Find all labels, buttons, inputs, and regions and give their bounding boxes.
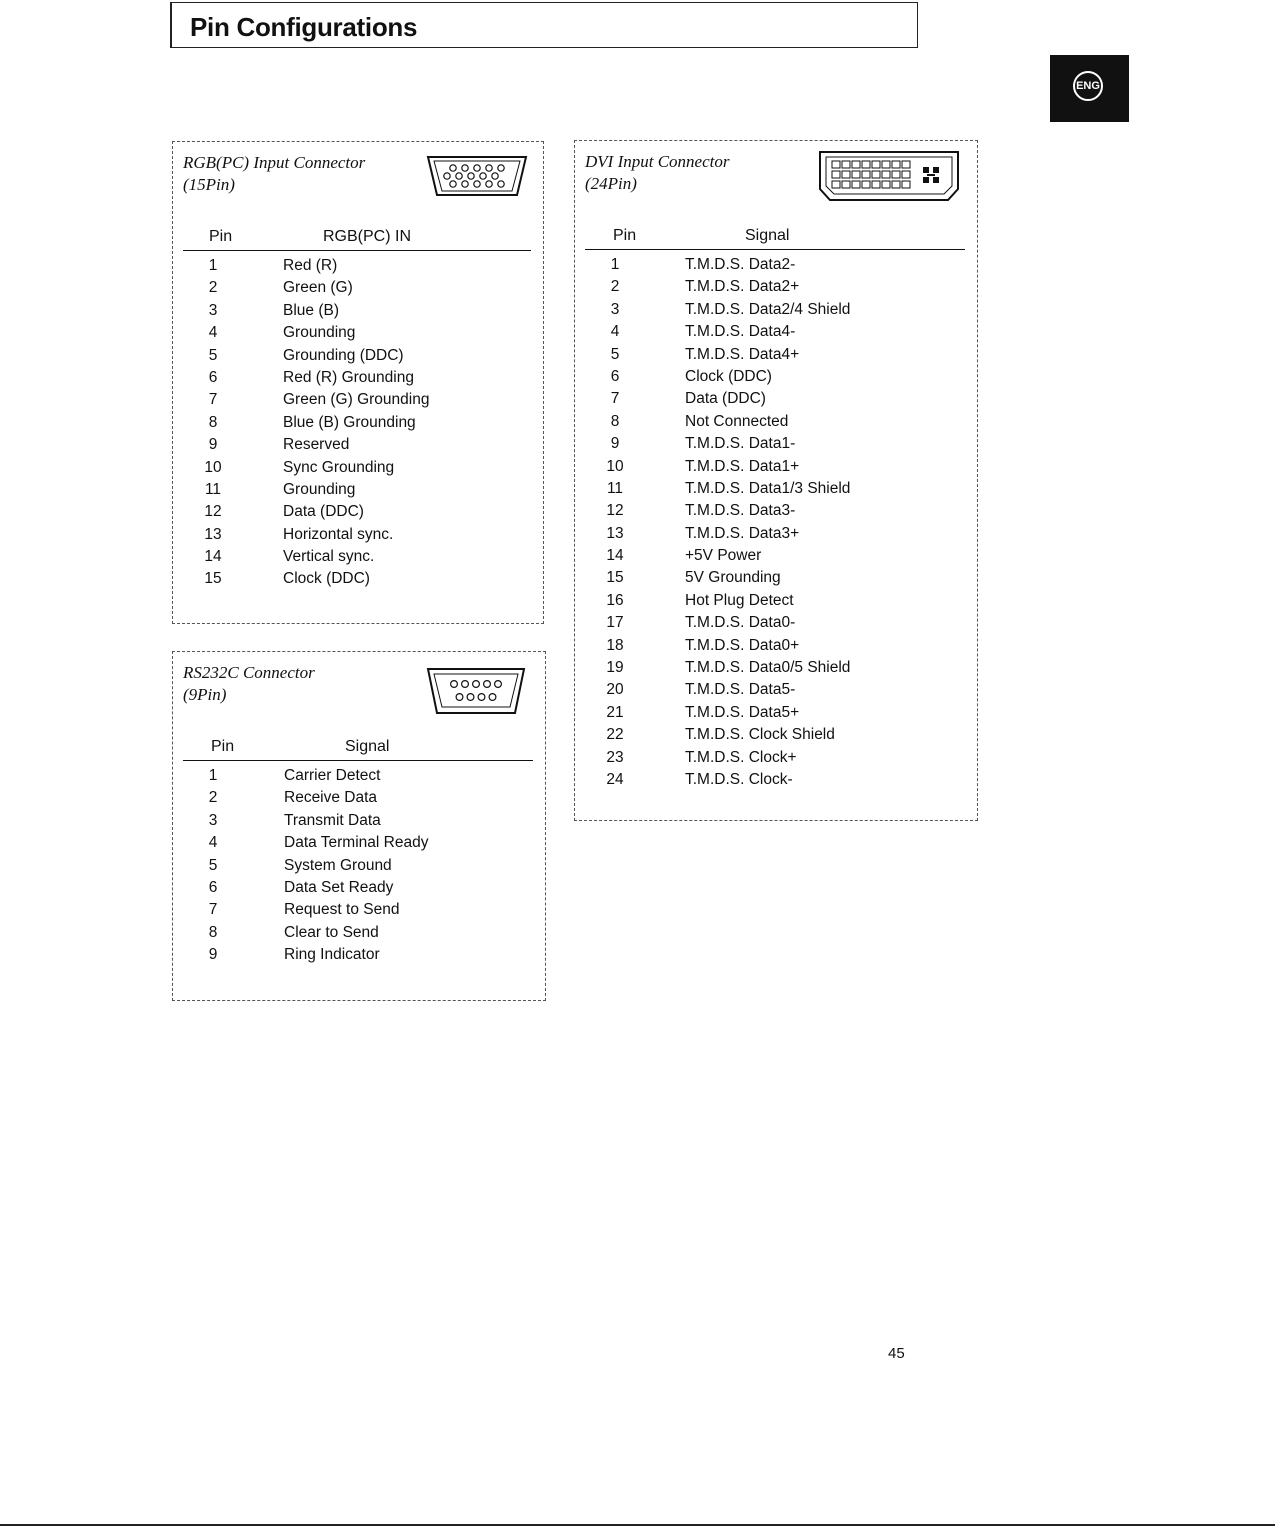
rs232-table-header	[183, 736, 533, 761]
pin-number: 2	[208, 789, 218, 807]
rs232-col-signal: Signal	[345, 738, 390, 755]
pin-number: 4	[208, 834, 218, 852]
pin-number: 15	[606, 569, 624, 587]
pin-number: 14	[204, 548, 222, 566]
pin-signal: T.M.D.S. Clock-	[685, 770, 793, 788]
pin-number: 7	[610, 390, 620, 408]
dvi-title-line1: DVI Input Connector	[585, 152, 730, 171]
pin-signal: +5V Power	[685, 547, 762, 565]
pin-signal: Vertical sync.	[283, 548, 375, 566]
rgb-connector-panel	[172, 141, 544, 624]
pin-number: 9	[610, 435, 620, 453]
pin-signal: T.M.D.S. Data4-	[685, 323, 796, 341]
pin-signal: T.M.D.S. Data0-	[685, 614, 796, 632]
pin-signal: T.M.D.S. Data5-	[685, 681, 796, 699]
pin-number: 3	[610, 300, 620, 318]
pin-number: 2	[610, 278, 620, 296]
pin-signal: Not Connected	[685, 412, 789, 430]
pin-number: 9	[208, 946, 218, 964]
pin-signal: T.M.D.S. Data3+	[685, 524, 800, 542]
pin-number: 5	[208, 346, 218, 364]
page-number: 45	[888, 1345, 905, 1362]
pin-number: 6	[610, 367, 620, 385]
pin-signal: Receive Data	[284, 789, 378, 807]
pin-number: 24	[606, 770, 624, 788]
pin-number: 10	[204, 458, 222, 476]
pin-number: 1	[610, 256, 620, 273]
language-tab	[1050, 55, 1129, 122]
rs232-title-line2: (9Pin)	[183, 685, 227, 704]
pin-signal: Grounding	[283, 324, 356, 342]
bottom-rule	[0, 1524, 1275, 1526]
pin-number: 17	[606, 614, 624, 632]
pin-number: 6	[208, 368, 218, 386]
pin-signal: Carrier Detect	[284, 767, 381, 784]
pin-signal: Request to Send	[284, 901, 400, 919]
pin-signal: T.M.D.S. Data4+	[685, 345, 800, 363]
pin-number: 21	[606, 703, 624, 721]
pin-signal: Reserved	[283, 436, 350, 454]
page-title: Pin Configurations	[190, 12, 418, 42]
pin-signal: T.M.D.S. Data1/3 Shield	[685, 479, 851, 497]
pin-number: 3	[208, 301, 218, 319]
pin-signal: T.M.D.S. Data2/4 Shield	[685, 300, 851, 318]
rgb-title-line2: (15Pin)	[183, 175, 235, 194]
pin-signal: Horizontal sync.	[283, 525, 394, 543]
pin-number: 12	[204, 503, 222, 521]
pin-number: 22	[606, 726, 624, 744]
pin-signal: Red (R)	[283, 257, 338, 274]
pin-signal: Green (G)	[283, 279, 353, 297]
pin-signal: Green (G) Grounding	[283, 391, 430, 409]
pin-signal: T.M.D.S. Data5+	[685, 703, 800, 721]
rs232-connector-panel	[172, 651, 546, 1001]
pin-signal: Sync Grounding	[283, 458, 395, 476]
pin-signal: Data Set Ready	[284, 878, 394, 896]
pin-number: 4	[610, 323, 620, 341]
pin-signal: Grounding (DDC)	[283, 346, 404, 364]
pin-number: 10	[606, 457, 624, 475]
db9-connector-icon	[425, 666, 527, 716]
pin-number: 14	[606, 547, 624, 565]
vga-connector-icon	[425, 154, 529, 198]
pin-number: 4	[208, 324, 218, 342]
rs232-panel-title	[183, 662, 315, 706]
pin-signal: T.M.D.S. Clock+	[685, 748, 797, 766]
pin-number: 8	[208, 923, 218, 941]
dvi-connector-icon	[817, 149, 961, 203]
pin-signal: Data Terminal Ready	[284, 834, 429, 852]
pin-number: 12	[606, 502, 624, 520]
dvi-col-pin: Pin	[613, 227, 637, 244]
pin-signal: Clear to Send	[284, 923, 379, 941]
pin-number: 2	[208, 279, 218, 297]
pin-signal: Data (DDC)	[685, 390, 766, 408]
pin-number: 6	[208, 878, 218, 896]
pin-signal: Grounding	[283, 480, 356, 498]
pin-signal: Clock (DDC)	[283, 570, 370, 588]
pin-signal: T.M.D.S. Data0+	[685, 636, 800, 654]
pin-signal: System Ground	[284, 856, 392, 874]
dvi-panel-title	[585, 151, 729, 195]
pin-signal: T.M.D.S. Data3-	[685, 502, 796, 520]
pin-signal: T.M.D.S. Data1+	[685, 457, 800, 475]
language-badge: ENG	[1073, 71, 1103, 101]
pin-number: 7	[208, 391, 218, 409]
pin-number: 20	[606, 681, 624, 699]
dvi-table-header	[585, 225, 965, 250]
pin-number: 18	[606, 636, 624, 654]
pin-number: 8	[208, 413, 218, 431]
pin-number: 11	[204, 480, 222, 498]
pin-number: 8	[610, 412, 620, 430]
rgb-table-header	[183, 226, 531, 251]
pin-number: 13	[606, 524, 624, 542]
pin-signal: Ring Indicator	[284, 946, 380, 964]
rs232-title-line1: RS232C Connector	[183, 663, 315, 682]
pin-number: 5	[610, 345, 620, 363]
pin-signal: T.M.D.S. Data2+	[685, 278, 800, 296]
rs232-col-pin: Pin	[211, 738, 235, 755]
rgb-col-signal: RGB(PC) IN	[323, 228, 411, 245]
pin-signal: T.M.D.S. Clock Shield	[685, 726, 835, 744]
pin-number: 23	[606, 748, 624, 766]
dvi-connector-panel	[574, 140, 978, 821]
pin-number: 1	[208, 767, 218, 784]
pin-signal: T.M.D.S. Data2-	[685, 256, 796, 273]
pin-signal: Data (DDC)	[283, 503, 364, 521]
pin-signal: T.M.D.S. Data1-	[685, 435, 796, 453]
pin-number: 3	[208, 811, 218, 829]
pin-signal: 5V Grounding	[685, 569, 781, 587]
pin-signal: Blue (B) Grounding	[283, 413, 416, 431]
pin-signal: Red (R) Grounding	[283, 368, 414, 386]
rgb-title-line1: RGB(PC) Input Connector	[183, 153, 366, 172]
dvi-title-line2: (24Pin)	[585, 174, 637, 193]
rgb-col-pin: Pin	[209, 228, 233, 245]
pin-number: 16	[606, 591, 624, 609]
pin-number: 5	[208, 856, 218, 874]
page-title-box	[170, 2, 918, 48]
pin-signal: Blue (B)	[283, 301, 339, 319]
pin-signal: T.M.D.S. Data0/5 Shield	[685, 659, 851, 677]
pin-number: 13	[204, 525, 222, 543]
rgb-panel-title	[183, 152, 365, 196]
pin-number: 7	[208, 901, 218, 919]
dvi-col-signal: Signal	[745, 227, 790, 244]
pin-number: 9	[208, 436, 218, 454]
pin-number: 11	[606, 479, 624, 497]
pin-signal: Hot Plug Detect	[685, 591, 794, 609]
pin-number: 19	[606, 659, 624, 677]
pin-number: 1	[208, 257, 218, 274]
pin-signal: Clock (DDC)	[685, 367, 772, 385]
pin-signal: Transmit Data	[284, 811, 381, 829]
pin-number: 15	[204, 570, 222, 588]
